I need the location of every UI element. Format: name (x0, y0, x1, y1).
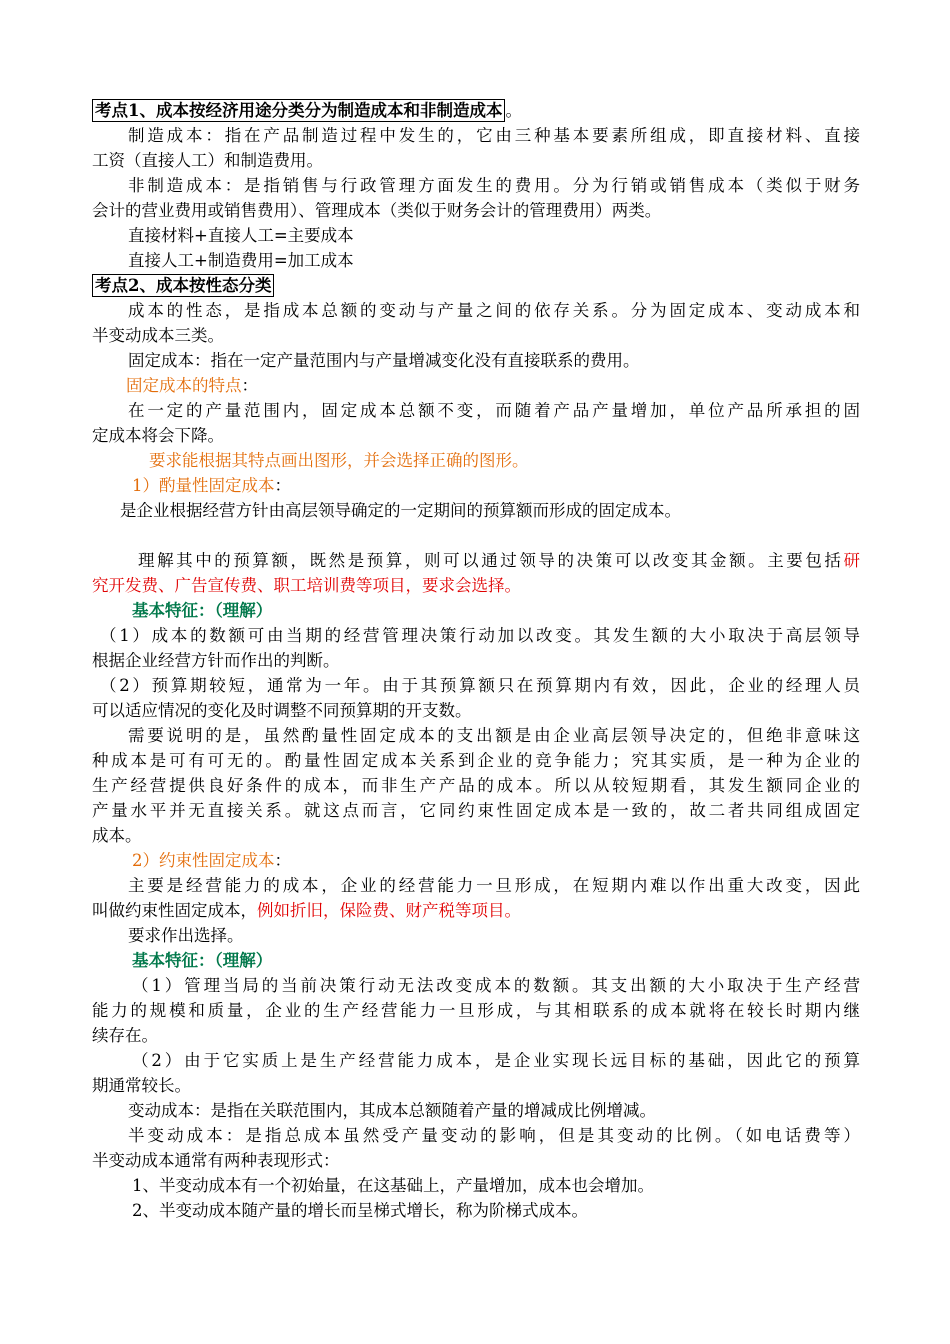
heading-line-1 (92, 98, 860, 123)
list-item: 2、半变动成本随产量的增长而呈梯式增长，称为阶梯式成本。 (132, 1201, 588, 1220)
paragraph-line: 固定成本：指在一定产量范围内与产量增减变化没有直接联系的费用。 (128, 351, 640, 370)
paragraph-line: 成本的性态，是指成本总额的变动与产量之间的依存关系。分为固定成本、变动成本和 (128, 301, 860, 320)
text-run: 叫做约束性固定成本， (92, 901, 257, 920)
paragraph-line: （2）预算期较短，通常为一年。由于其预算额只在预算期内有效，因此，企业的经理人员 (100, 676, 860, 695)
paragraph-line: 需要说明的是，虽然酌量性固定成本的支出额是由企业高层领导决定的，但绝非意味这 (128, 726, 860, 745)
highlight-text: 例如折旧，保险费、财产税等项目。 (257, 901, 521, 920)
requirement-note: 要求能根据其特点画出图形，并会选择正确的图形。 (149, 451, 529, 470)
document-page (92, 98, 860, 1223)
paragraph-line: （1）成本的数额可由当期的经营管理决策行动加以改变。其发生额的大小取决于高层领导 (100, 626, 860, 645)
paragraph-line: 能力的规模和质量，企业的生产经营能力一旦形成，与其相联系的成本就将在较长时期内继 (92, 1001, 860, 1020)
paragraph-line: 成本。 (92, 826, 142, 845)
paragraph-line: 非制造成本：是指销售与行政管理方面发生的费用。分为行销或销售成本（类似于财务 (128, 176, 860, 195)
text-run: 理解其中的预算额，既然是预算，则可以通过领导的决策可以改变其金额。主要包括 (138, 551, 844, 570)
section-heading-1: 考点1、成本按经济用途分类分为制造成本和非制造成本 (92, 99, 505, 122)
fixed-cost-features-label: 固定成本的特点 (126, 376, 242, 395)
blank-line (92, 523, 860, 548)
colon: ： (241, 376, 258, 395)
paragraph-line: 可以适应情况的变化及时调整不同预算期的开支数。 (92, 701, 472, 720)
paragraph-line: 定成本将会下降。 (92, 426, 224, 445)
paragraph-line: 续存在。 (92, 1026, 158, 1045)
paragraph-line: 在一定的产量范围内，固定成本总额不变，而随着产品产量增加，单位产品所承担的固 (128, 401, 860, 420)
paragraph-line: 要求作出选择。 (128, 926, 244, 945)
paragraph-line: 半变动成本通常有两种表现形式： (92, 1151, 340, 1170)
paragraph-line: 根据企业经营方针而作出的判断。 (92, 651, 340, 670)
heading-line-2 (92, 273, 860, 298)
paragraph-line: 产量水平并无直接关系。就这点而言，它同约束性固定成本是一致的，故二者共同组成固定 (92, 801, 860, 820)
paragraph-line: 期通常较长。 (92, 1076, 191, 1095)
formula-line: 直接材料+直接人工=主要成本 (128, 226, 354, 245)
heading-1-period: 。 (505, 101, 522, 120)
discretionary-fixed-cost-label: 1）酌量性固定成本 (132, 476, 275, 495)
list-item: 1、半变动成本有一个初始量，在这基础上，产量增加，成本也会增加。 (132, 1176, 654, 1195)
paragraph-line: 半变动成本：是指总成本虽然受产量变动的影响，但是其变动的比例。（如电话费等） (128, 1126, 860, 1145)
basic-features-heading: 基本特征：（理解） (132, 601, 273, 620)
highlight-line: 究开发费、广告宣传费、职工培训费等项目，要求会选择。 (92, 576, 521, 595)
paragraph-line: 工资（直接人工）和制造费用。 (92, 151, 323, 170)
paragraph-line (92, 898, 860, 923)
paragraph-line: 主要是经营能力的成本，企业的经营能力一旦形成，在短期内难以作出重大改变，因此 (128, 876, 860, 895)
paragraph-line: 是企业根据经营方针由高层领导确定的一定期间的预算额而形成的固定成本。 (120, 501, 681, 520)
basic-features-heading: 基本特征：（理解） (132, 951, 273, 970)
formula-line: 直接人工+制造费用=加工成本 (128, 251, 354, 270)
colon: ： (274, 851, 291, 870)
paragraph-line: 种成本是可有可无的。酌量性固定成本关系到企业的竞争能力；究其实质，是一种为企业的 (92, 751, 860, 770)
paragraph-line (92, 548, 860, 573)
paragraph-line: 会计的营业费用或销售费用）、管理成本（类似于财务会计的管理费用）两类。 (92, 201, 662, 220)
subheading-line (92, 473, 860, 498)
subheading-line (92, 373, 860, 398)
paragraph-line: （2）由于它实质上是生产经营能力成本，是企业实现长远目标的基础，因此它的预算 (132, 1051, 860, 1070)
paragraph-line: 半变动成本三类。 (92, 326, 224, 345)
paragraph-line: 生产经营提供良好条件的成本，而非生产产品的成本。所以从较短期看，其发生额同企业的 (92, 776, 860, 795)
paragraph-line: （1）管理当局的当前决策行动无法改变成本的数额。其支出额的大小取决于生产经营 (132, 976, 860, 995)
paragraph-line: 变动成本：是指在关联范围内，其成本总额随着产量的增减成比例增减。 (128, 1101, 656, 1120)
subheading-line (92, 848, 860, 873)
section-heading-2: 考点2、成本按性态分类 (92, 274, 274, 297)
colon: ： (274, 476, 291, 495)
committed-fixed-cost-label: 2）约束性固定成本 (132, 851, 275, 870)
paragraph-line: 制造成本：指在产品制造过程中发生的，它由三种基本要素所组成，即直接材料、直接 (128, 126, 860, 145)
highlight-text: 研 (843, 551, 860, 570)
